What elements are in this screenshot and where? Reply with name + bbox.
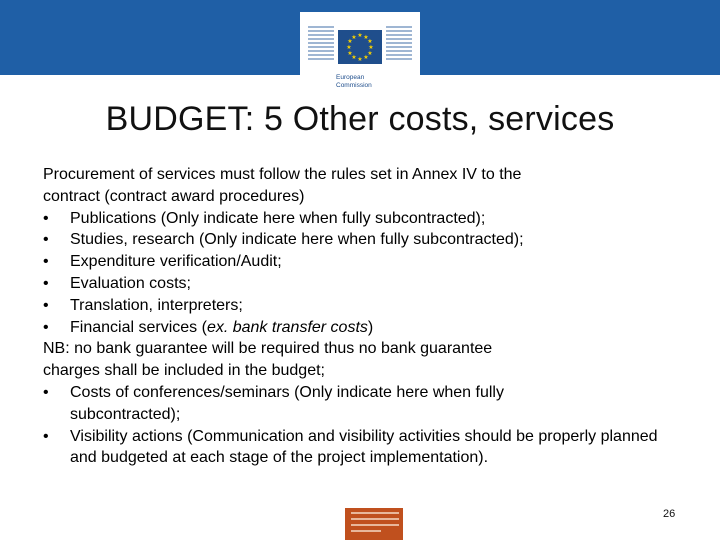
bullet-text: Evaluation costs; [70, 274, 191, 292]
svg-text:★: ★ [367, 50, 373, 57]
bullet-text: Studies, research (Only indicate here when fully subcontracted); [70, 231, 524, 249]
european-commission-logo [300, 12, 420, 94]
bullet-text: Expenditure verification/Audit; [70, 253, 282, 271]
svg-text:★: ★ [347, 50, 353, 57]
bullet-mark: • [43, 383, 49, 401]
bullet-item [43, 229, 673, 251]
bullet-mark: • [43, 209, 49, 227]
italic-example: ex. bank transfer costs [206, 318, 368, 336]
bullet-text: Publications (Only indicate here when fully subcontracted); [70, 209, 486, 227]
svg-text:★: ★ [357, 56, 363, 63]
bullet-item [43, 208, 673, 230]
slide-body [43, 164, 673, 469]
svg-text:★: ★ [363, 34, 369, 41]
bullet-text: Translation, interpreters; [70, 296, 243, 314]
bullet-mark: • [43, 318, 49, 336]
bullet-item [43, 382, 673, 426]
bullet-mark: • [43, 231, 49, 249]
svg-text:★: ★ [357, 32, 363, 39]
bullet-text: Visibility actions (Communication and visibility activities should be properly planned and budgeted at each stage of the project implementation). [70, 427, 658, 467]
svg-text:★: ★ [347, 38, 353, 45]
bullet-item [43, 426, 673, 470]
svg-text:★: ★ [367, 38, 373, 45]
nb-note: NB: no bank guarantee will be required thus no bank guarantee [43, 340, 493, 358]
bullet-item [43, 295, 673, 317]
bullet-mark: • [43, 274, 49, 292]
bullet-mark: • [43, 296, 49, 314]
bullet-item [43, 273, 673, 295]
logo-wordmark: European Commission [336, 74, 372, 89]
svg-text:★: ★ [351, 34, 357, 41]
bullet-mark: • [43, 253, 49, 271]
intro-line: contract (contract award procedures) [43, 187, 305, 205]
bullet-item [43, 251, 673, 273]
svg-text:★: ★ [351, 54, 357, 61]
svg-text:★: ★ [363, 54, 369, 61]
bullet-item-financial [43, 317, 673, 339]
nb-note: charges shall be included in the budget; [43, 362, 325, 380]
svg-text:★: ★ [368, 44, 374, 51]
svg-text:★: ★ [346, 44, 352, 51]
intro-line: Procurement of services must follow the rules set in Annex IV to the [43, 166, 522, 183]
slide-title: BUDGET: 5 Other costs, services [105, 100, 615, 138]
bullet-mark: • [43, 427, 49, 445]
footer-logo [345, 508, 403, 540]
page-number: 26 [663, 508, 676, 520]
bullet-text: Costs of conferences/seminars (Only indicate here when fully subcontracted); [70, 383, 504, 423]
bullet-text: Financial services (ex. bank transfer costs) [70, 318, 374, 336]
